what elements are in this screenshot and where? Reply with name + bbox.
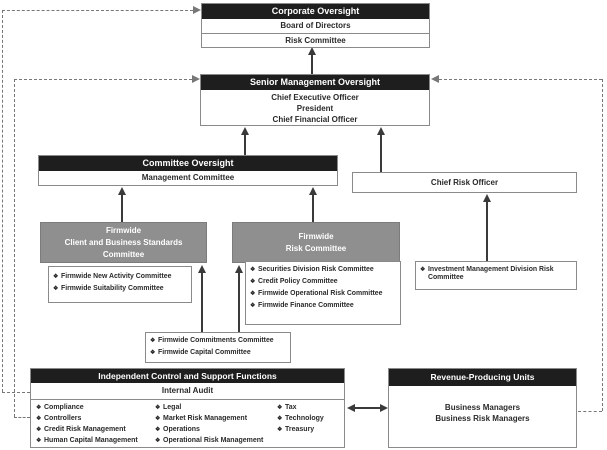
- business-managers-label: Business Managers: [444, 403, 521, 412]
- connector-commitments-to-riskcommittee: [238, 271, 240, 332]
- control-functions-column-1: [36, 403, 155, 447]
- chief-executive-officer-label: Chief Executive Officer: [271, 93, 359, 102]
- revenue-producing-units-title: Revenue-Producing Units: [389, 369, 576, 386]
- cbs-title-line3: Committee: [102, 250, 145, 259]
- connector-senior-to-corporate: [311, 53, 313, 74]
- list-item: [250, 302, 397, 310]
- diamond-bullet-icon: ❖: [150, 350, 156, 356]
- diamond-bullet-icon: ❖: [277, 427, 283, 433]
- client-business-standards-box: [40, 222, 207, 263]
- commitments-capital-list: [145, 332, 291, 363]
- diamond-bullet-icon: ❖: [53, 286, 59, 292]
- list-item: [250, 266, 397, 274]
- committee-oversight-box: [38, 155, 338, 186]
- dashed-line-outer-left-vertical: [2, 10, 3, 392]
- connector-committee-to-senior: [244, 133, 246, 155]
- board-of-directors-row: Board of Directors: [280, 21, 351, 30]
- list-item: [155, 414, 277, 424]
- list-item-text: Firmwide Suitability Committee: [61, 285, 164, 292]
- connector-commitments-to-standards: [201, 271, 203, 332]
- cbs-title-line1: Firmwide: [105, 226, 142, 235]
- risk-subcommittees-list: [245, 261, 401, 325]
- connector-standards-to-committee: [121, 193, 123, 222]
- risk-committee-row: Risk Committee: [202, 33, 429, 48]
- connector-imd-to-cro: [486, 200, 488, 261]
- list-item-text: Legal: [163, 404, 182, 411]
- diamond-bullet-icon: ❖: [420, 267, 426, 273]
- list-item: [155, 403, 277, 413]
- dashed-line-inner-left-top: [14, 79, 192, 80]
- chief-risk-officer-box: Chief Risk Officer: [352, 172, 577, 193]
- list-item-text: Operations: [163, 426, 200, 433]
- diamond-bullet-icon: ❖: [36, 405, 42, 411]
- diamond-bullet-icon: ❖: [277, 405, 283, 411]
- dashed-line-right-vertical: [602, 79, 603, 411]
- control-functions-column-2: [155, 403, 277, 447]
- diamond-bullet-icon: ❖: [250, 303, 256, 309]
- connector-riskcommittee-to-committee: [312, 193, 314, 222]
- list-item: [36, 403, 155, 413]
- list-item-text: Firmwide Commitments Committee: [158, 337, 274, 344]
- diamond-bullet-icon: ❖: [36, 416, 42, 422]
- list-item: [250, 278, 397, 286]
- internal-audit-row: Internal Audit: [31, 383, 344, 400]
- frc-title-line1: Firmwide: [298, 232, 334, 241]
- list-item: [150, 337, 287, 345]
- list-item: [420, 266, 573, 282]
- diamond-bullet-icon: ❖: [36, 438, 42, 444]
- list-item: [36, 436, 155, 446]
- list-item-text: Firmwide Operational Risk Committee: [258, 290, 383, 297]
- list-item-text: Credit Risk Management: [44, 426, 126, 433]
- list-item-text: Treasury: [285, 426, 315, 433]
- list-item-text: Tax: [285, 404, 297, 411]
- list-item: [155, 436, 277, 446]
- diamond-bullet-icon: ❖: [250, 291, 256, 297]
- dashed-arrowhead-into-corporate-icon: [193, 6, 201, 14]
- list-item: [53, 285, 188, 293]
- chief-financial-officer-label: Chief Financial Officer: [272, 115, 358, 124]
- list-item-text: Human Capital Management: [44, 437, 138, 444]
- diamond-bullet-icon: ❖: [150, 338, 156, 344]
- list-item: [277, 414, 344, 424]
- independent-control-title: Independent Control and Support Functions: [31, 369, 344, 383]
- dashed-line-inner-left-bottom: [14, 417, 30, 418]
- dashed-line-outer-left-bottom: [2, 392, 30, 393]
- list-item: [277, 425, 344, 435]
- list-item-text: Operational Risk Management: [163, 437, 264, 444]
- diamond-bullet-icon: ❖: [53, 274, 59, 280]
- diamond-bullet-icon: ❖: [155, 427, 161, 433]
- list-item: [36, 425, 155, 435]
- list-item-text: Firmwide Capital Committee: [158, 349, 251, 356]
- list-item: [277, 403, 344, 413]
- list-item: [150, 349, 287, 357]
- dashed-arrowhead-into-senior-left-icon: [192, 75, 200, 83]
- client-subcommittees-list: [48, 266, 192, 303]
- diamond-bullet-icon: ❖: [36, 427, 42, 433]
- cbs-title-line2: Client and Business Standards: [64, 238, 183, 247]
- connector-cro-to-senior: [380, 133, 382, 172]
- double-arrow-right-icon: [380, 404, 388, 412]
- business-risk-managers-label: Business Risk Managers: [435, 414, 530, 423]
- corporate-oversight-box: [201, 3, 430, 48]
- list-item: [250, 290, 397, 298]
- diamond-bullet-icon: ❖: [155, 416, 161, 422]
- diamond-bullet-icon: ❖: [250, 279, 256, 285]
- management-committee-row: Management Committee: [141, 173, 235, 182]
- dashed-line-inner-left-vertical: [14, 79, 15, 417]
- senior-management-oversight-box: [200, 74, 430, 126]
- list-item-text: Credit Policy Committee: [258, 278, 338, 285]
- list-item-text: Market Risk Management: [163, 415, 248, 422]
- list-item: [155, 425, 277, 435]
- list-item-text: Controllers: [44, 415, 82, 422]
- investment-management-division-list: [415, 261, 577, 290]
- dashed-line-right-top: [439, 79, 602, 80]
- list-item-text: Technology: [285, 415, 324, 422]
- revenue-producing-units-box: [388, 368, 577, 448]
- corporate-oversight-title: Corporate Oversight: [202, 4, 429, 19]
- diamond-bullet-icon: ❖: [155, 405, 161, 411]
- diamond-bullet-icon: ❖: [277, 416, 283, 422]
- list-item: [53, 273, 188, 281]
- dashed-arrowhead-into-senior-right-icon: [431, 75, 439, 83]
- list-item-text: Compliance: [44, 404, 84, 411]
- dashed-line-outer-left-top: [2, 10, 193, 11]
- list-item-text: Investment Management Division Risk Committee: [428, 266, 554, 281]
- dashed-line-right-bottom: [578, 411, 602, 412]
- firmwide-risk-committee-box: [232, 222, 400, 263]
- diamond-bullet-icon: ❖: [155, 438, 161, 444]
- control-functions-column-3: [277, 403, 344, 447]
- list-item: [36, 414, 155, 424]
- independent-control-box: [30, 368, 345, 448]
- list-item-text: Firmwide New Activity Committee: [61, 273, 172, 280]
- committee-oversight-title: Committee Oversight: [39, 156, 337, 171]
- connector-control-revenue: [353, 407, 381, 409]
- president-label: President: [296, 104, 334, 113]
- list-item-text: Securities Division Risk Committee: [258, 266, 374, 273]
- diamond-bullet-icon: ❖: [250, 267, 256, 273]
- senior-management-title: Senior Management Oversight: [201, 75, 429, 90]
- list-item-text: Firmwide Finance Committee: [258, 302, 354, 309]
- frc-title-line2: Risk Committee: [285, 244, 347, 253]
